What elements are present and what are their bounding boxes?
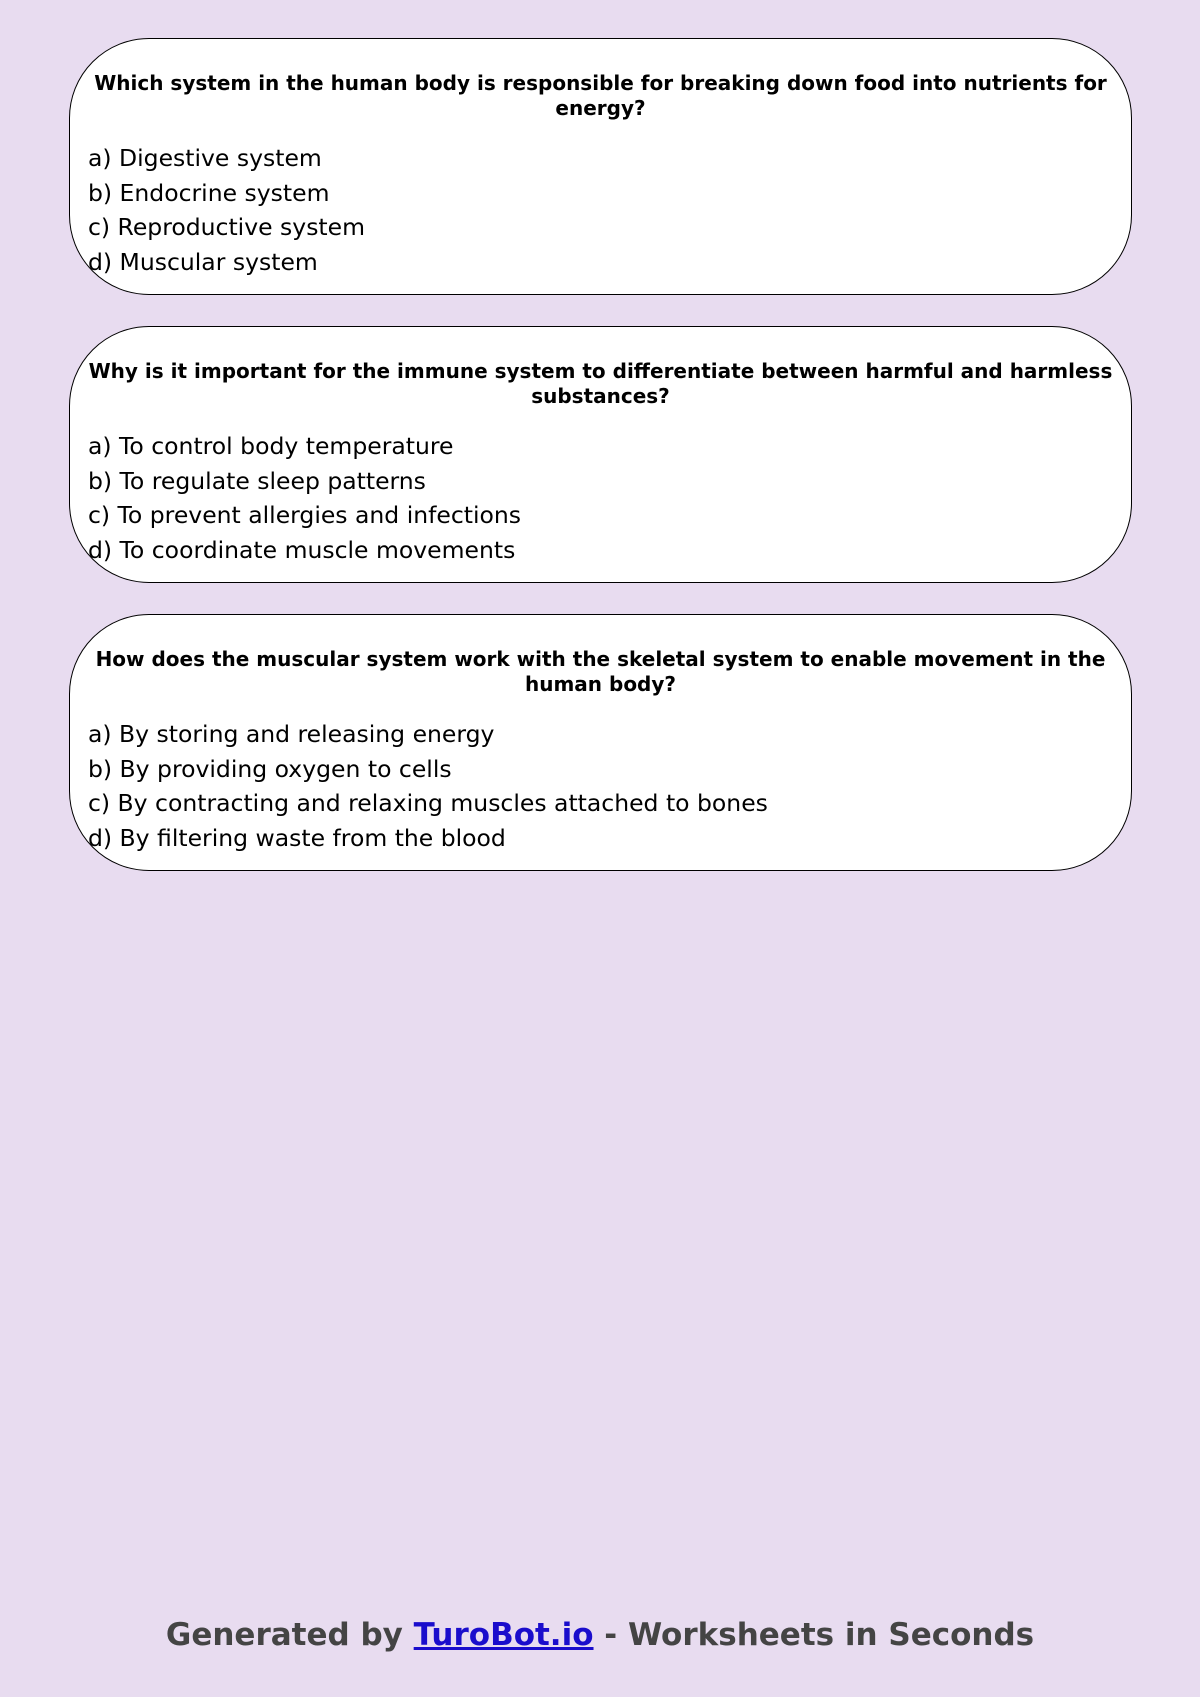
option-b: b) By providing oxygen to cells bbox=[88, 754, 452, 783]
question-text: How does the muscular system work with the skeletal system to enable movement in the human body? bbox=[95, 647, 1106, 696]
option-c: c) Reproductive system bbox=[88, 213, 365, 241]
option-list bbox=[88, 141, 1113, 279]
option-b: b) To regulate sleep patterns bbox=[88, 466, 426, 495]
footer bbox=[0, 1617, 1200, 1653]
option-d: d) To coordinate muscle movements bbox=[88, 535, 516, 564]
turobot-link[interactable]: TuroBot.io bbox=[413, 1617, 594, 1653]
option-b: b) Endocrine system bbox=[88, 178, 330, 207]
option-c: c) By contracting and relaxing muscles attached to bones bbox=[88, 789, 768, 817]
option-list bbox=[88, 429, 1113, 567]
option-list bbox=[88, 717, 1113, 855]
option-d: d) Muscular system bbox=[88, 247, 318, 276]
question-text: Why is it important for the immune system to differentiate between harmful and harmless substances? bbox=[88, 359, 1113, 408]
footer-prefix: Generated by bbox=[165, 1617, 414, 1653]
option-d: d) By filtering waste from the blood bbox=[88, 823, 506, 852]
option-a: a) By storing and releasing energy bbox=[88, 720, 495, 748]
option-c: c) To prevent allergies and infections bbox=[88, 501, 522, 529]
question-card-1 bbox=[69, 38, 1132, 295]
question-card-2 bbox=[69, 326, 1132, 583]
question-card-3 bbox=[69, 614, 1132, 871]
option-a: a) To control body temperature bbox=[88, 432, 454, 460]
question-text: Which system in the human body is responsible for breaking down food into nutrients for energy? bbox=[94, 71, 1107, 120]
option-a: a) Digestive system bbox=[88, 144, 322, 172]
footer-suffix: - Worksheets in Seconds bbox=[593, 1617, 1035, 1653]
question-list bbox=[69, 38, 1132, 902]
